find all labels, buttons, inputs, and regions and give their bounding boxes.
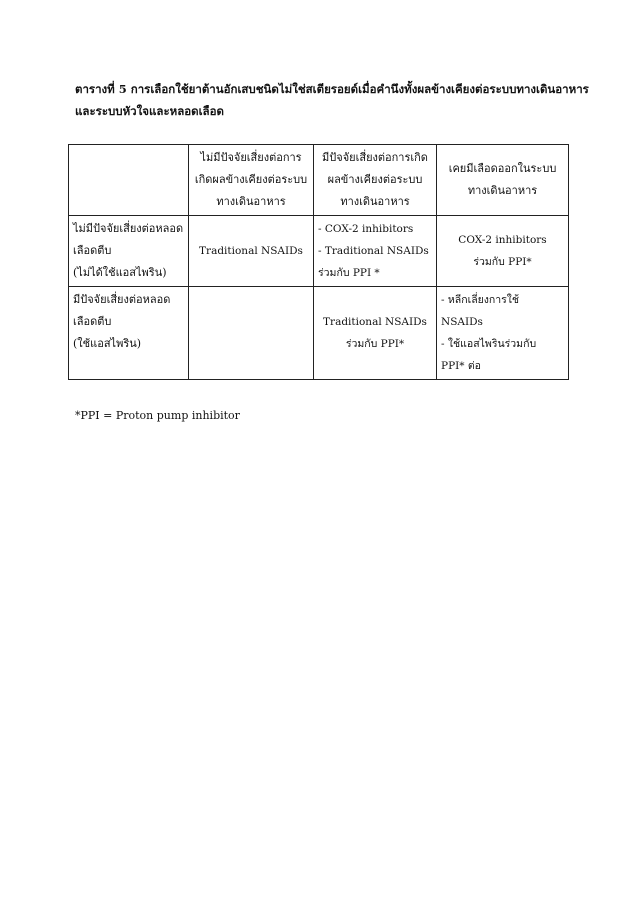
table-row-no-cv-risk (69, 216, 569, 287)
caption-line-2: และระบบหัวใจและหลอดเลือด (75, 104, 224, 118)
table-header-row (69, 145, 569, 216)
header-no-gi-risk: ไม่มีปัจจัยเสี่ยงต่อการ เกิดผลข้างเคียงต่อระบบ ทางเดินอาหาร (189, 145, 314, 216)
row-label-no-cv-risk: ไม่มีปัจจัยเสี่ยงต่อหลอด เลือดตีบ (ไม่ได้ใช้แอสไพริน) (69, 216, 189, 287)
table-row-cv-risk (69, 287, 569, 380)
table-caption (75, 78, 589, 122)
cell-cv-gi-bleed: - หลีกเลี่ยงการใช้ NSAIDs - ใช้แอสไพรินร่วมกับ PPI* ต่อ (437, 287, 569, 380)
cell-cv-gi-risk: Traditional NSAIDs ร่วมกับ PPI* (314, 287, 437, 380)
header-prior-gi-bleed: เคยมีเลือดออกในระบบ ทางเดินอาหาร (437, 145, 569, 216)
header-empty-cell (69, 145, 189, 216)
header-gi-risk: มีปัจจัยเสี่ยงต่อการเกิด ผลข้างเคียงต่อระบบ ทางเดินอาหาร (314, 145, 437, 216)
footnote: *PPI = Proton pump inhibitor (75, 409, 240, 422)
cell-cv-no-gi (189, 287, 314, 380)
caption-line-1: ตารางที่ 5 การเลือกใช้ยาต้านอักเสบชนิดไม่ใช่สเตียรอยด์เมื่อคำนึงทั้งผลข้างเคียงต่อระบบทางเดินอาหาร (75, 82, 589, 96)
nsaid-selection-table (68, 144, 569, 380)
cell-no-cv-gi-risk: - COX-2 inhibitors - Traditional NSAIDs ร่วมกับ PPI * (314, 216, 437, 287)
row-label-cv-risk: มีปัจจัยเสี่ยงต่อหลอด เลือดตีบ (ใช้แอสไพริน) (69, 287, 189, 380)
cell-no-cv-gi-bleed: COX-2 inhibitors ร่วมกับ PPI* (437, 216, 569, 287)
cell-no-cv-no-gi: Traditional NSAIDs (189, 216, 314, 287)
